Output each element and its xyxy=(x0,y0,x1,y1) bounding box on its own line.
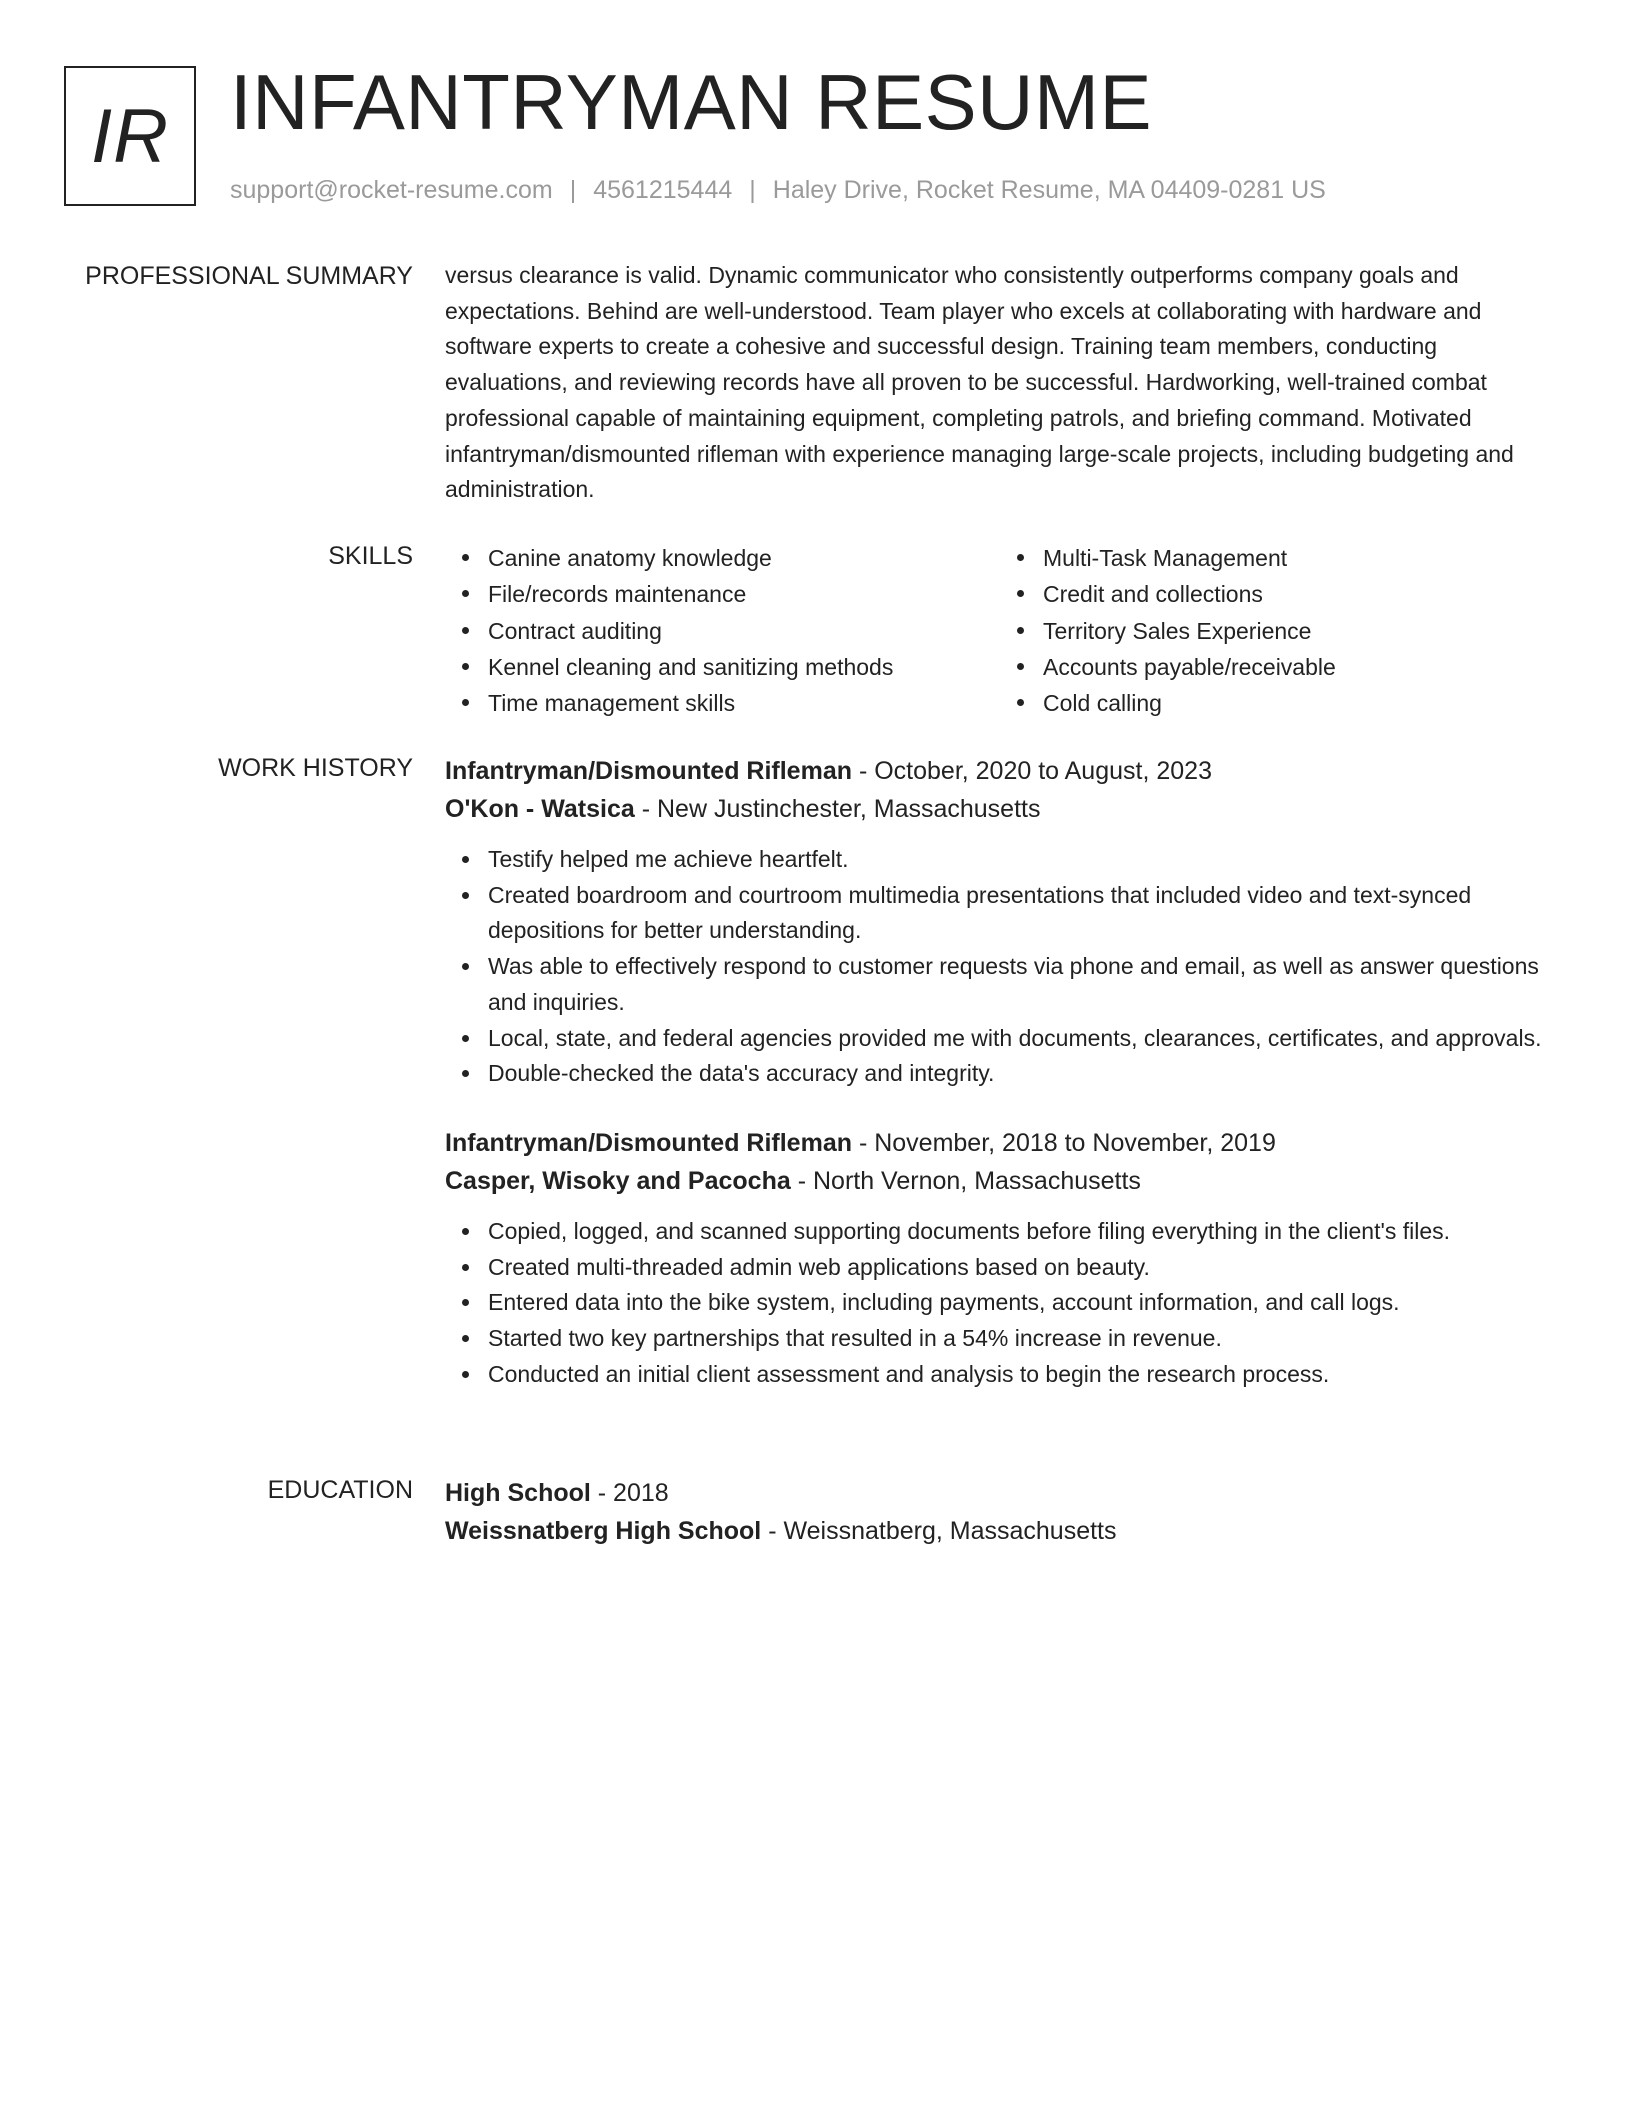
summary-text: versus clearance is valid. Dynamic communicator who consistently outperforms company goals and expectations. Behind are well-understood. Team player who excels at collaborating with hardware and software experts to create a cohesive and successful design. Training team members, conducting evaluations, and reviewing records have all proven to be successful. Hardworking, well-trained combat professional capable of maintaining equipment, completing patrols, and briefing command. Motivated infantryman/dismounted rifleman with experience managing large-scale projects, including budgeting and administration. xyxy=(445,262,1514,503)
job-company-line xyxy=(445,790,1555,828)
education-school: Weissnatberg High School xyxy=(445,1517,762,1545)
job-bullet: Copied, logged, and scanned supporting documents before filing everything in the client's files. xyxy=(488,1214,1555,1250)
job-title: Infantryman/Dismounted Rifleman xyxy=(445,1128,852,1157)
page-title: INFANTRYMAN RESUME xyxy=(230,58,1152,146)
education-body xyxy=(445,1474,1555,1550)
summary-body xyxy=(445,258,1555,508)
job-bullet: Created boardroom and courtroom multimedia presentations that included video and text-synced depositions for better understanding. xyxy=(488,878,1555,949)
job-title-line xyxy=(445,1124,1555,1162)
job-bullet: Double-checked the data's accuracy and integrity. xyxy=(488,1056,1555,1092)
job-location: - New Justinchester, Massachusetts xyxy=(634,795,1041,823)
skills-grid xyxy=(445,540,1555,721)
job-bullets xyxy=(445,842,1555,1092)
job-entry xyxy=(445,1124,1555,1393)
job-dates: - October, 2020 to August, 2023 xyxy=(852,757,1212,785)
job-company: O'Kon - Watsica xyxy=(445,795,635,823)
job-bullet: Started two key partnerships that resulted in a 54% increase in revenue. xyxy=(488,1321,1555,1357)
job-company: Casper, Wisoky and Pacocha xyxy=(445,1166,791,1195)
job-bullets xyxy=(445,1214,1555,1393)
job-bullet: Created multi-threaded admin web applications based on beauty. xyxy=(488,1250,1555,1286)
skills-heading: SKILLS xyxy=(328,542,413,570)
skill-item: Multi-Task Management xyxy=(1043,540,1555,576)
education-degree-line xyxy=(445,1474,1555,1512)
job-dates: - November, 2018 to November, 2019 xyxy=(852,1128,1276,1157)
contact-separator: | xyxy=(749,176,756,204)
education-heading: EDUCATION xyxy=(267,1476,413,1504)
work-heading: WORK HISTORY xyxy=(218,754,413,782)
skill-item: Canine anatomy knowledge xyxy=(488,540,1000,576)
skill-item: Cold calling xyxy=(1043,685,1555,721)
contact-address: Haley Drive, Rocket Resume, MA 04409-0281 US xyxy=(772,176,1326,204)
job-bullet: Was able to effectively respond to customer requests via phone and email, as well as answer questions and inquiries. xyxy=(488,949,1555,1020)
contact-line xyxy=(230,174,1326,206)
job-bullet: Entered data into the bike system, including payments, account information, and call logs. xyxy=(488,1285,1555,1321)
skill-item: Credit and collections xyxy=(1043,576,1555,612)
job-bullet: Conducted an initial client assessment and analysis to begin the research process. xyxy=(488,1357,1555,1393)
skill-item: Territory Sales Experience xyxy=(1043,613,1555,649)
skill-item: Kennel cleaning and sanitizing methods xyxy=(488,649,1000,685)
job-bullet: Local, state, and federal agencies provided me with documents, clearances, certificates, and approvals. xyxy=(488,1021,1555,1057)
contact-separator: | xyxy=(569,176,577,204)
education-school-line xyxy=(445,1512,1555,1550)
skills-list-right xyxy=(1000,540,1555,721)
contact-phone: 4561215444 xyxy=(593,176,733,204)
job-location: - North Vernon, Massachusetts xyxy=(790,1166,1141,1195)
job-title-line xyxy=(445,752,1555,790)
education-year: - 2018 xyxy=(590,1479,669,1507)
job-entry xyxy=(445,752,1555,1092)
monogram-logo: IR xyxy=(64,66,196,206)
job-bullet: Testify helped me achieve heartfelt. xyxy=(488,842,1555,878)
skill-item: Time management skills xyxy=(488,685,1000,721)
job-title: Infantryman/Dismounted Rifleman xyxy=(445,757,852,785)
skills-body xyxy=(445,540,1555,721)
contact-email: support@rocket-resume.com xyxy=(230,176,553,204)
education-location: - Weissnatberg, Massachusetts xyxy=(761,1517,1117,1545)
job-company-line xyxy=(445,1162,1555,1200)
education-degree: High School xyxy=(445,1479,591,1507)
work-body xyxy=(445,752,1555,1392)
skills-list-left xyxy=(445,540,1000,721)
skill-item: Accounts payable/receivable xyxy=(1043,649,1555,685)
summary-heading: PROFESSIONAL SUMMARY xyxy=(85,262,413,290)
skill-item: File/records maintenance xyxy=(488,576,1000,612)
skill-item: Contract auditing xyxy=(488,613,1000,649)
